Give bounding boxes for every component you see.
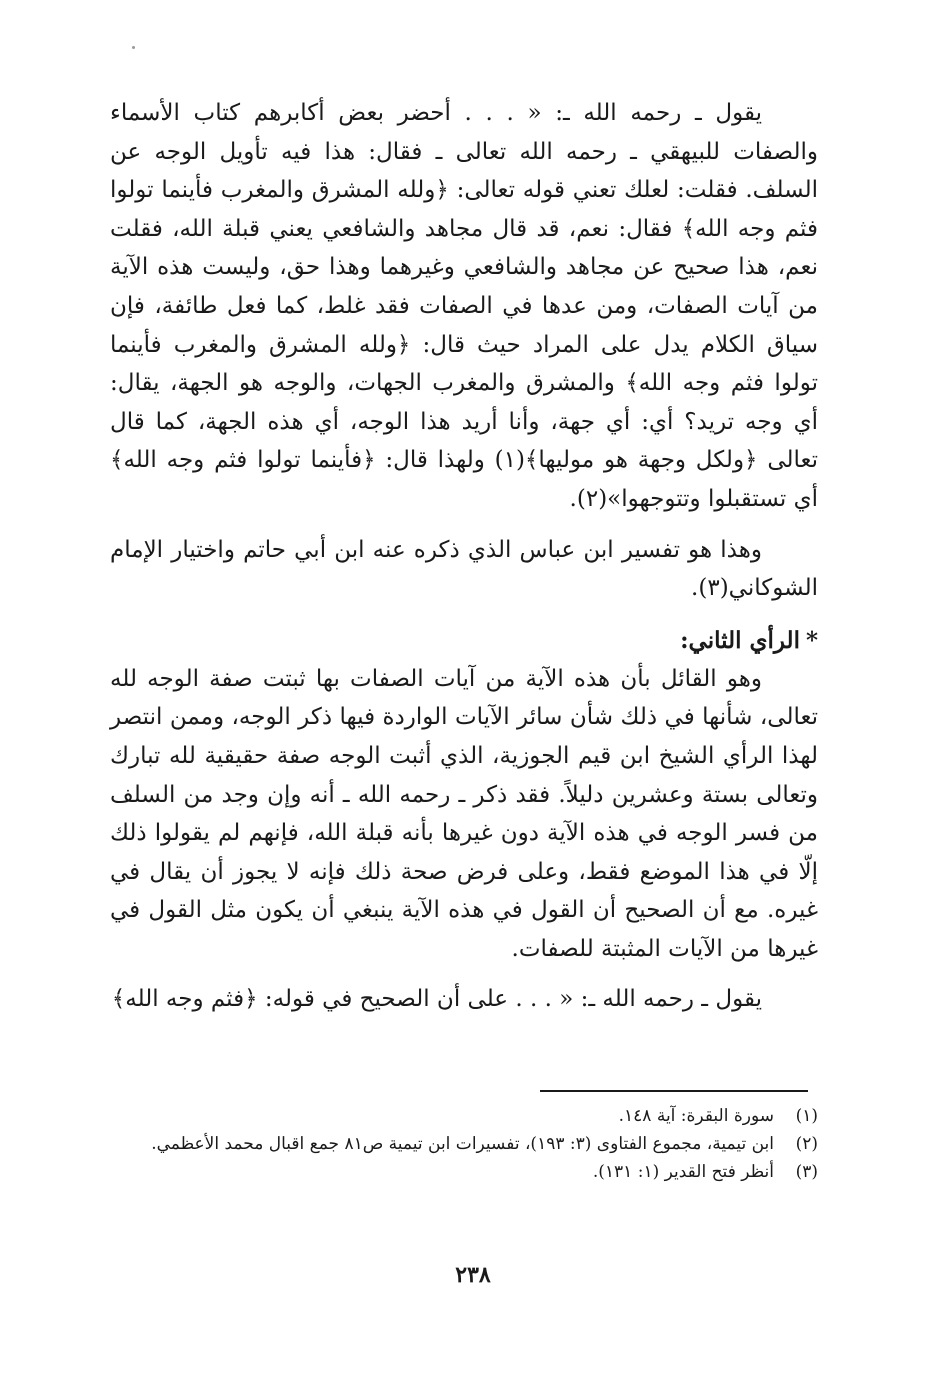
scan-speck	[132, 46, 135, 49]
heading-star-marker: *	[805, 626, 818, 654]
heading-label: الرأي الثاني:	[680, 626, 800, 654]
paragraph-ibn-abbas-tafsir: وهذا هو تفسير ابن عباس الذي ذكره عنه ابن أبي حاتم واختيار الإمام الشوكاني(٣).	[110, 536, 818, 602]
paragraph-ibn-taymiyya-quote: يقول ـ رحمه الله ـ: « . . . أحضر بعض أكابرهم كتاب الأسماء والصفات للبيهقي ـ رحمه الله تعالى ـ فقال: هذا فيه تأويل الوجه عن السلف. فقلت: لعلك تعني قوله تعالى: ﴿ولله المشرق والمغرب فأينما تولوا فثم وجه الله﴾ فقال: نعم، قد قال مجاهد والشافعي يعني قبلة الله، فقلت نعم، هذا صحيح عن مجاهد والشافعي وغيرهما وهذا حق، وليست هذه الآية من آيات الصفات، ومن عدها في الصفات فقد غلط، كما فعل طائفة، فإن سياق الكلام يدل على المراد حيث قال: ﴿ولله المشرق والمغرب فأينما تولوا فثم وجه الله﴾ والمشرق والمغرب الجهات، والوجه هو الجهة، يقال: أي وجه تريد؟ أي: أي جهة، وأنا أريد هذا الوجه، أي هذه الجهة، كما قال تعالى ﴿ولكل وجهة هو موليها﴾(١) ولهذا قال: ﴿فأينما تولوا فثم وجه الله﴾ أي تستقبلوا وتتوجهوا»(٢).	[110, 100, 819, 512]
section-heading	[110, 622, 818, 660]
main-text	[110, 94, 818, 1019]
footnote-item	[110, 1158, 818, 1186]
footnote-text: أنظر فتح القدير (١: ١٣١).	[592, 1162, 774, 1182]
page-number: ٢٣٨	[455, 1262, 491, 1288]
footnote-number: (١)	[795, 1106, 818, 1126]
paragraph-second-opinion: وهو القائل بأن هذه الآية من آيات الصفات بها ثبتت صفة الوجه لله تعالى، شأنها في ذلك شأن سائر الآيات الواردة فيها ذكر الوجه، وممن انتصر لهذا الرأي الشيخ ابن قيم الجوزية، الذي أثبت الوجه صفة حقيقية لله تبارك وتعالى بستة وعشرين دليلاً. فقد ذكر ـ رحمه الله ـ أنه وإن وجد من السلف من فسر الوجه في هذه الآية دون غيرها بأنه قبلة الله، فإنهم لم يقولوا ذلك إلّا في هذا الموضع فقط، وعلى فرض صحة ذلك فإنه لا يجوز أن يقال في غيره. مع أن الصحيح أن القول في هذه الآية ينبغي أن يكون مثل القول في غيرها من الآيات المثبتة للصفات.	[110, 665, 818, 962]
footnote-text: ابن تيمية، مجموع الفتاوى (٣: ١٩٣)، تفسيرات ابن تيمية ص٨١ جمع اقبال محمد الأعظمي.	[151, 1134, 774, 1154]
footnote-text: سورة البقرة: آية ١٤٨.	[618, 1106, 774, 1126]
footnote-number: (٢)	[795, 1134, 818, 1154]
footnote-number: (٣)	[795, 1162, 818, 1182]
footnote-item	[110, 1102, 818, 1130]
footnote-divider	[540, 1090, 808, 1092]
paragraph-ibn-qayyim-quote: يقول ـ رحمه الله ـ: « . . . على أن الصحيح في قوله: ﴿فثم وجه الله﴾	[111, 986, 762, 1013]
footnotes	[110, 1102, 818, 1186]
footnote-item	[110, 1130, 818, 1158]
